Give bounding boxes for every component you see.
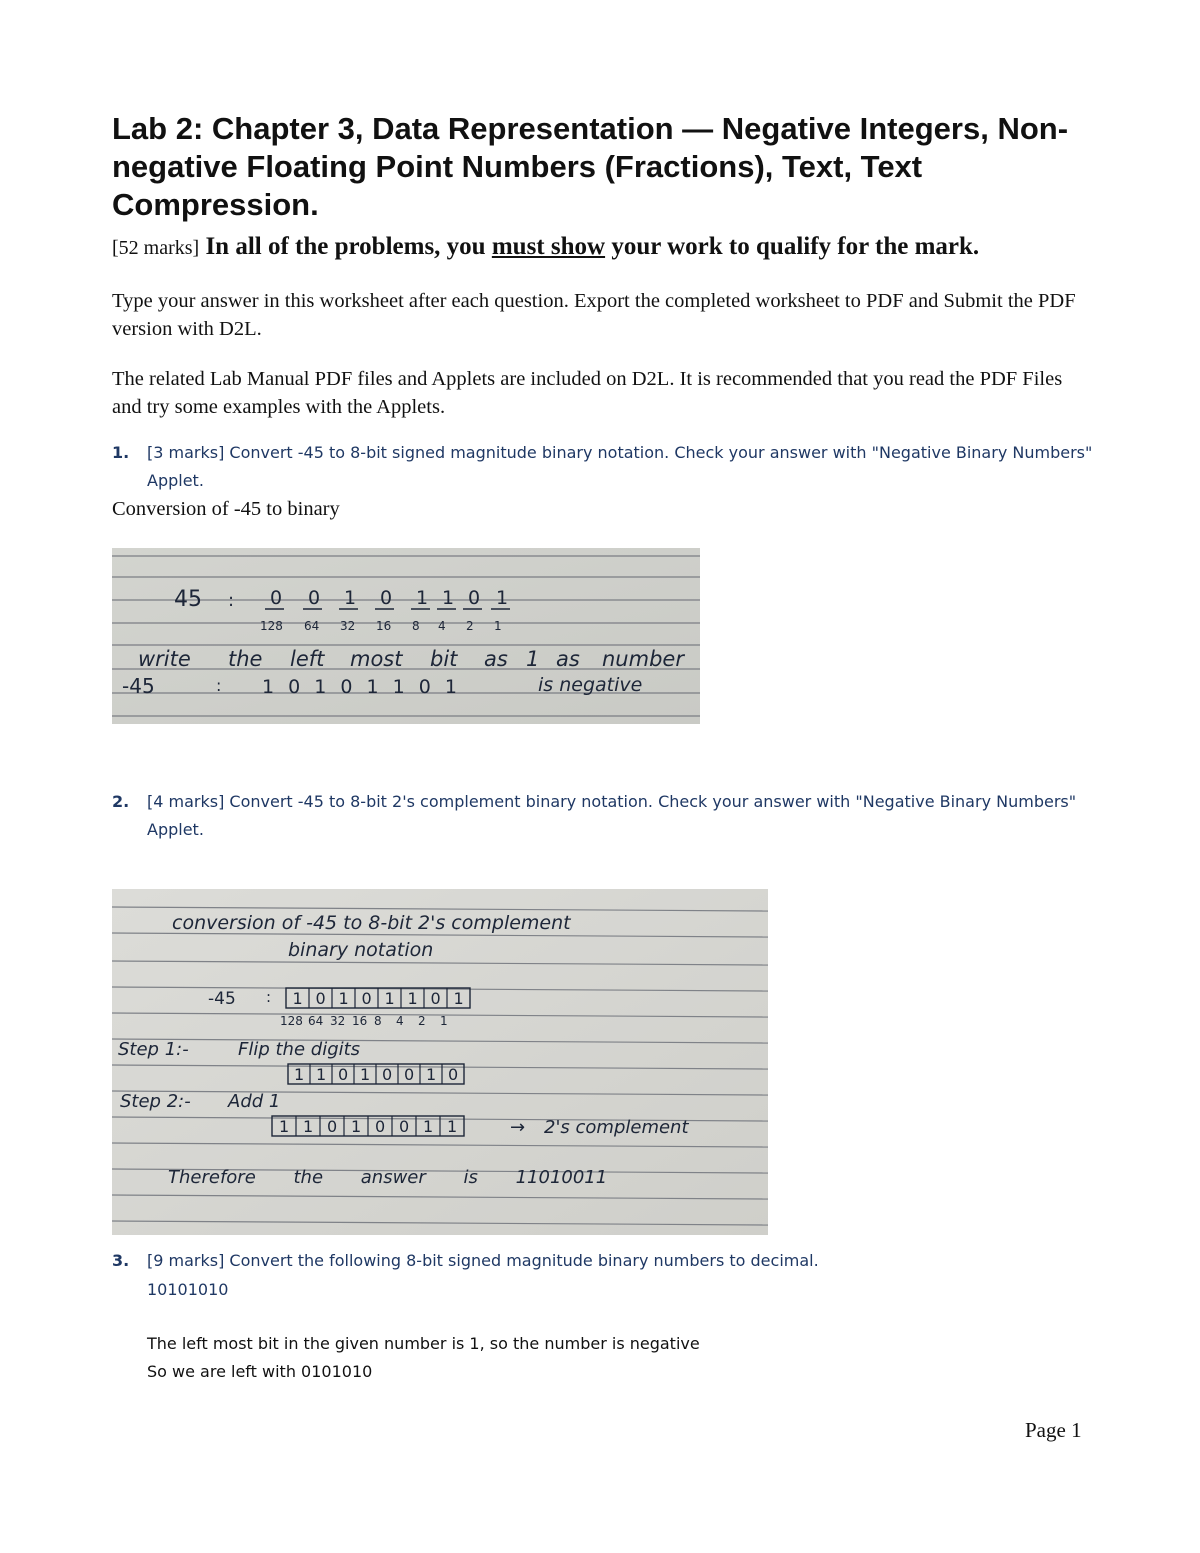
hw-step-1-text: Flip the digits	[238, 1039, 361, 1060]
question-text: [3 marks] Convert -45 to 8-bit signed magnitude binary notation. Check your answer with "Negative Binary Numbers" Applet.	[147, 443, 1093, 490]
hw-bit: 1	[496, 587, 509, 609]
hw-weight: 32	[330, 1014, 346, 1028]
answer-label: Conversion of -45 to binary	[112, 498, 340, 520]
hw-bit: 1	[426, 1065, 437, 1084]
question-number: 3.	[112, 1251, 130, 1270]
hw-note-word: write	[138, 647, 191, 671]
question-number: 2.	[112, 792, 130, 811]
page-number: Page 1	[1025, 1418, 1082, 1442]
hw-weight: 128	[260, 619, 283, 633]
hw-weight: 32	[340, 619, 356, 633]
hw-weight: 64	[308, 1014, 324, 1028]
answer-line: So we are left with 0101010	[147, 1362, 373, 1381]
hw-conclusion: Therefore the answer is 11010011	[168, 1167, 608, 1188]
hw-bit: 0	[448, 1065, 459, 1084]
hw-bit: 1	[442, 587, 455, 609]
hw-weight: 1	[494, 619, 502, 633]
hw-bit: 0	[380, 587, 393, 609]
handwritten-answer-photo-1	[112, 548, 700, 724]
hw-weight: 64	[304, 619, 320, 633]
hw-weight: 8	[374, 1014, 382, 1028]
hw-step-2: Step 2:-	[120, 1091, 191, 1112]
hw-note-word: as	[556, 647, 580, 671]
marks-pre: In all of the problems, you	[205, 233, 486, 260]
hw-colon: :	[266, 988, 272, 1006]
hw-bit: 0	[361, 989, 372, 1008]
hw-note-end: is negative	[538, 674, 643, 696]
question-text: [4 marks] Convert -45 to 8-bit 2's complement binary notation. Check your answer with "Negative Binary Numbers" Applet.	[147, 792, 1077, 839]
hw-weight: 16	[376, 619, 392, 633]
question-value: 10101010	[147, 1280, 229, 1299]
hw-bit: 0	[338, 1065, 349, 1084]
hw-heading-1: conversion of -45 to 8-bit 2's complement	[172, 912, 571, 934]
hw-note-word: most	[350, 647, 403, 671]
instruction-paragraph: Type your answer in this worksheet after each question. Export the completed worksheet to PDF and Submit the PDF version with D2L.	[112, 290, 1076, 340]
hw-arrow: →	[510, 1117, 526, 1138]
hw-bit: 1	[384, 989, 395, 1008]
hw-note-word: number	[602, 647, 684, 671]
handwritten-answer-photo-2	[112, 889, 768, 1235]
hw-bit: 1	[351, 1117, 362, 1136]
hw-label-neg45: -45	[122, 674, 155, 698]
answer-line: The left most bit in the given number is 1, so the number is negative	[147, 1334, 700, 1353]
question-number: 1.	[112, 443, 130, 462]
hw-step-2-text: Add 1	[228, 1091, 281, 1112]
document-title: Lab 2: Chapter 3, Data Representation — Negative Integers, Non-negative Floating Point Numbers (Fractions), Text, Text Compression.	[112, 111, 1069, 222]
hw-weight: 128	[280, 1014, 303, 1028]
hw-weight: 2	[466, 619, 474, 633]
hw-bit: 1	[447, 1117, 458, 1136]
marks-post: your work to qualify for the mark.	[611, 233, 980, 260]
hw-weight: 2	[418, 1014, 426, 1028]
hw-bit: 1	[344, 587, 357, 609]
hw-note-word: as	[484, 647, 508, 671]
hw-bit: 1	[316, 1065, 327, 1084]
hw-colon: :	[216, 676, 222, 695]
hw-bit: 0	[430, 989, 441, 1008]
hw-weight: 8	[412, 619, 420, 633]
question-2	[112, 788, 1102, 844]
hw-weight: 1	[440, 1014, 448, 1028]
hw-note-word: left	[290, 647, 325, 671]
hw-label-45: 45	[174, 587, 202, 612]
question-3	[112, 1247, 1102, 1275]
hw-colon: :	[228, 590, 235, 611]
hw-bit: 0	[468, 587, 481, 609]
hw-bit: 0	[404, 1065, 415, 1084]
question-text: [9 marks] Convert the following 8-bit signed magnitude binary numbers to decimal.	[147, 1251, 819, 1270]
hw-bit: 1	[279, 1117, 290, 1136]
marks-instruction	[112, 233, 1112, 261]
hw-label-neg45: -45	[208, 989, 236, 1009]
hw-heading-2: binary notation	[288, 939, 434, 961]
hw-bit: 1	[453, 989, 464, 1008]
hw-bit: 0	[315, 989, 326, 1008]
marks-emphasis: must show	[491, 233, 606, 260]
hw-bit: 0	[375, 1117, 386, 1136]
hw-bit: 1	[407, 989, 418, 1008]
hw-bit: 0	[399, 1117, 410, 1136]
hw-step-1: Step 1:-	[118, 1039, 189, 1060]
hw-bit: 0	[270, 587, 283, 609]
hw-note-word: 1	[526, 647, 540, 671]
hw-bit: 0	[382, 1065, 393, 1084]
hw-bit: 0	[327, 1117, 338, 1136]
hw-weight: 4	[396, 1014, 404, 1028]
hw-note-word: the	[228, 647, 263, 671]
hw-bit: 0	[308, 587, 321, 609]
hw-bit: 1	[338, 989, 349, 1008]
total-marks: [52 marks]	[112, 237, 200, 259]
hw-weight: 16	[352, 1014, 368, 1028]
hw-bit: 1	[423, 1117, 434, 1136]
hw-bit: 1	[294, 1065, 305, 1084]
hw-result-label: 2's complement	[544, 1117, 689, 1138]
hw-bits-neg45: 1 0 1 0 1 1 0 1	[262, 676, 461, 698]
hw-weight: 4	[438, 619, 446, 633]
hw-bit: 1	[416, 587, 429, 609]
hw-bit: 1	[292, 989, 303, 1008]
instruction-paragraph: The related Lab Manual PDF files and Applets are included on D2L. It is recommended that you read the PDF Files and try some examples with the Applets.	[112, 368, 1063, 418]
hw-bit: 1	[360, 1065, 371, 1084]
hw-bit: 1	[303, 1117, 314, 1136]
question-1	[112, 439, 1102, 495]
hw-note-word: bit	[430, 647, 458, 671]
